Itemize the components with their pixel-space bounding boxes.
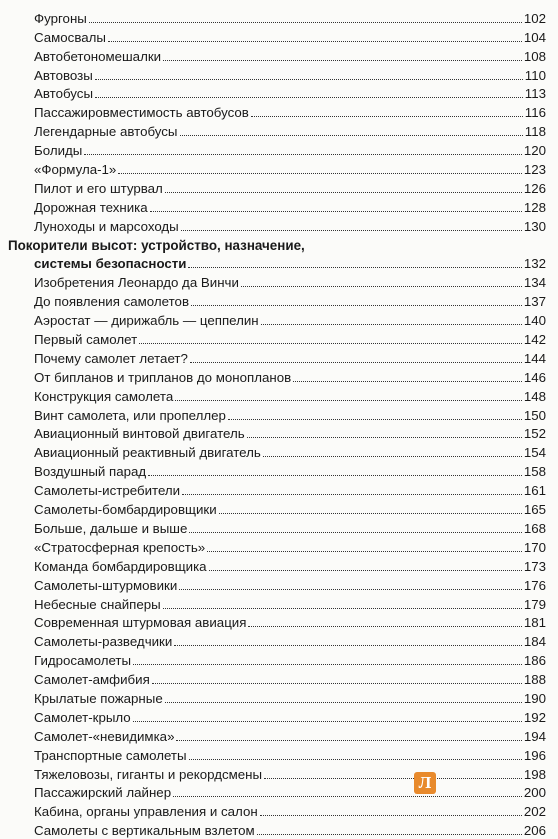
toc-entry [8,688,546,707]
toc-entry-page: 152 [523,426,546,442]
dot-leader [174,645,522,646]
toc-entry-page: 170 [523,539,546,555]
toc-entry-page: 134 [523,275,546,291]
toc-entry [8,650,546,669]
toc-entry [8,783,546,802]
toc-entry-title: Команда бомбардировщика [34,558,207,574]
toc-entry-title: Фургоны [34,10,87,26]
toc-entry [8,102,546,121]
toc-entry-page: 168 [523,520,546,536]
toc-entry-title: Авиационный реактивный двигатель [34,445,261,461]
toc-entry [8,594,546,613]
toc-entry-title: Современная штурмовая авиация [34,615,247,631]
toc-entry-page: 137 [523,294,546,310]
toc-entry-title: Самолет-«невидимка» [34,728,175,744]
toc-entry-page: 120 [523,143,546,159]
dot-leader [264,778,522,779]
toc-entry-page: 116 [524,105,546,121]
dot-leader [293,381,522,382]
toc-entry [8,65,546,84]
toc-entry-page: 184 [523,634,546,650]
toc-entry [8,556,546,575]
toc-entry [8,575,546,594]
toc-entry-title: Больше, дальше и выше [34,520,188,536]
dot-leader [165,192,522,193]
toc-entry-page: 144 [523,350,546,366]
toc-entry [8,159,546,178]
toc-entry [8,386,546,405]
toc-entry [8,631,546,650]
toc-entry-page: 128 [523,199,546,215]
toc-entry-page: 181 [523,615,546,631]
section-page-number: 132 [523,256,546,272]
toc-entry-title: От бипланов и трипланов до монопланов [34,369,292,385]
dot-leader [108,41,522,42]
toc-entry-page: 190 [523,690,546,706]
toc-entry-title: Легендарные автобусы [34,124,178,140]
toc-entry-title: Самолеты-истребители [34,483,181,499]
toc-entry [8,216,546,235]
toc-entry [8,424,546,443]
dot-leader [152,683,522,684]
dot-leader [89,22,522,23]
dot-leader [182,494,522,495]
toc-entry-title: Самолеты с вертикальным взлетом [34,823,255,839]
dot-leader [95,97,523,98]
dot-leader [163,60,522,61]
dot-leader [209,570,522,571]
toc-entry-title: «Формула-1» [34,162,117,178]
dot-leader [263,456,522,457]
dot-leader [251,116,523,117]
toc-entry-title: Луноходы и марсоходы [34,218,179,234]
dot-leader [241,286,522,287]
section-heading-line1: Покорители высот: устройство, назначение, [8,237,305,253]
toc-entry-title: Автовозы [34,67,93,83]
toc-entry [8,348,546,367]
toc-entry [8,291,546,310]
toc-entry-title: Пассажирский лайнер [34,785,172,801]
dot-leader [133,721,522,722]
toc-entry-title: До появления самолетов [34,294,190,310]
toc-entry-title: Автобетономешалки [34,48,162,64]
section-heading-continued [8,254,546,273]
toc-entry-title: Тяжеловозы, гиганты и рекордсмены [34,766,263,782]
toc-entry [8,27,546,46]
toc-entry-title: Воздушный парад [34,464,147,480]
toc-entry-page: 173 [523,558,546,574]
toc-entry [8,537,546,556]
toc-entry-title: Небесные снайперы [34,596,161,612]
toc-entry [8,726,546,745]
dot-leader [188,267,521,268]
toc-entry [8,178,546,197]
toc-entry-page: 198 [523,766,546,782]
dot-leader [133,664,522,665]
dot-leader [173,796,522,797]
toc-entry-title: Винт самолета, или пропеллер [34,407,226,423]
toc-entry-page: 146 [523,369,546,385]
toc-entry [8,121,546,140]
dot-leader [175,400,522,401]
toc-entry [8,707,546,726]
toc-entry-title: «Стратосферная крепость» [34,539,206,555]
dot-leader [189,759,522,760]
toc-entry-page: 200 [523,785,546,801]
toc-entry-title: Кабина, органы управления и салон [34,804,258,820]
toc-entry [8,197,546,216]
toc-entry-title: Автобусы [34,86,94,102]
toc-entry-page: 165 [523,502,546,518]
dot-leader [148,475,522,476]
toc-entry-page: 104 [523,29,546,45]
toc-entry-page: 161 [523,483,546,499]
dot-leader [118,173,521,174]
toc-entry-page: 176 [523,577,546,593]
toc-entry-page: 192 [523,709,546,725]
toc-entry-title: Изобретения Леонардо да Винчи [34,275,239,291]
toc-entry-page: 113 [524,86,546,102]
toc-entry-title: Первый самолет [34,332,138,348]
toc-entry-page: 179 [523,596,546,612]
toc-entry-title: Дорожная техника [34,199,148,215]
toc-entry [8,518,546,537]
toc-entry [8,499,546,518]
toc-entry-title: Самолет-крыло [34,709,131,725]
dot-leader [150,211,522,212]
toc-entry [8,613,546,632]
toc-entry-title: Самолеты-бомбардировщики [34,502,217,518]
toc-entry-title: Почему самолет летает? [34,350,188,366]
toc-entry-page: 148 [523,388,546,404]
toc-entry [8,84,546,103]
toc-entry-page: 118 [524,124,546,140]
toc-group-vehicles [8,8,546,235]
section-heading [8,235,546,254]
section-heading-line2: системы безопасности [34,256,187,272]
dot-leader [257,834,522,835]
dot-leader [219,513,522,514]
toc-entry-title: Гидросамолеты [34,653,132,669]
toc-entry [8,46,546,65]
publisher-logo-icon: Л [414,772,436,794]
toc-entry-page: 196 [523,747,546,763]
dot-leader [179,589,522,590]
toc-entry-title: Крылатые пожарные [34,690,163,706]
dot-leader [165,702,522,703]
table-of-contents [8,8,546,839]
toc-entry-page: 108 [523,48,546,64]
toc-entry-page: 126 [523,180,546,196]
toc-entry-page: 140 [523,313,546,329]
toc-entry-page: 154 [523,445,546,461]
toc-entry [8,140,546,159]
toc-entry-page: 194 [523,728,546,744]
toc-entry-title: Самосвалы [34,29,106,45]
dot-leader [191,305,522,306]
toc-entry-title: Самолеты-штурмовики [34,577,178,593]
toc-entry [8,367,546,386]
toc-entry-page: 150 [523,407,546,423]
toc-entry [8,329,546,348]
dot-leader [261,324,522,325]
toc-entry [8,764,546,783]
dot-leader [207,551,522,552]
toc-entry [8,745,546,764]
toc-entry [8,480,546,499]
dot-leader [181,230,522,231]
toc-entry [8,669,546,688]
toc-entry-page: 202 [523,804,546,820]
dot-leader [95,79,523,80]
dot-leader [189,532,521,533]
dot-leader [180,135,523,136]
dot-leader [84,154,521,155]
toc-entry-page: 142 [523,332,546,348]
toc-entry-title: Пилот и его штурвал [34,180,163,196]
toc-entry [8,405,546,424]
toc-entry [8,442,546,461]
dot-leader [228,419,522,420]
toc-entry [8,461,546,480]
toc-entry-page: 206 [523,823,546,839]
toc-entry-title: Авиационный винтовой двигатель [34,426,245,442]
toc-entry-page: 130 [523,218,546,234]
toc-entry-title: Конструкция самолета [34,388,174,404]
toc-entry [8,8,546,27]
toc-entry-page: 110 [524,67,546,83]
toc-entry-title: Аэростат — дирижабль — цеппелин [34,313,259,329]
toc-entry-page: 158 [523,464,546,480]
toc-group-aviation [8,272,546,839]
dot-leader [176,740,521,741]
toc-entry-title: Пассажировместимость автобусов [34,105,249,121]
toc-entry-title: Самолет-амфибия [34,672,150,688]
dot-leader [248,626,521,627]
toc-entry [8,310,546,329]
toc-entry-page: 102 [523,10,546,26]
dot-leader [260,815,522,816]
toc-entry-page: 188 [523,672,546,688]
toc-entry-title: Транспортные самолеты [34,747,187,763]
dot-leader [163,608,522,609]
toc-entry-title: Болиды [34,143,83,159]
dot-leader [190,362,522,363]
toc-entry-page: 186 [523,653,546,669]
dot-leader [139,343,522,344]
toc-entry [8,801,546,820]
toc-entry [8,820,546,839]
toc-entry-title: Самолеты-разведчики [34,634,173,650]
dot-leader [247,437,522,438]
toc-entry [8,272,546,291]
toc-entry-page: 123 [523,162,546,178]
